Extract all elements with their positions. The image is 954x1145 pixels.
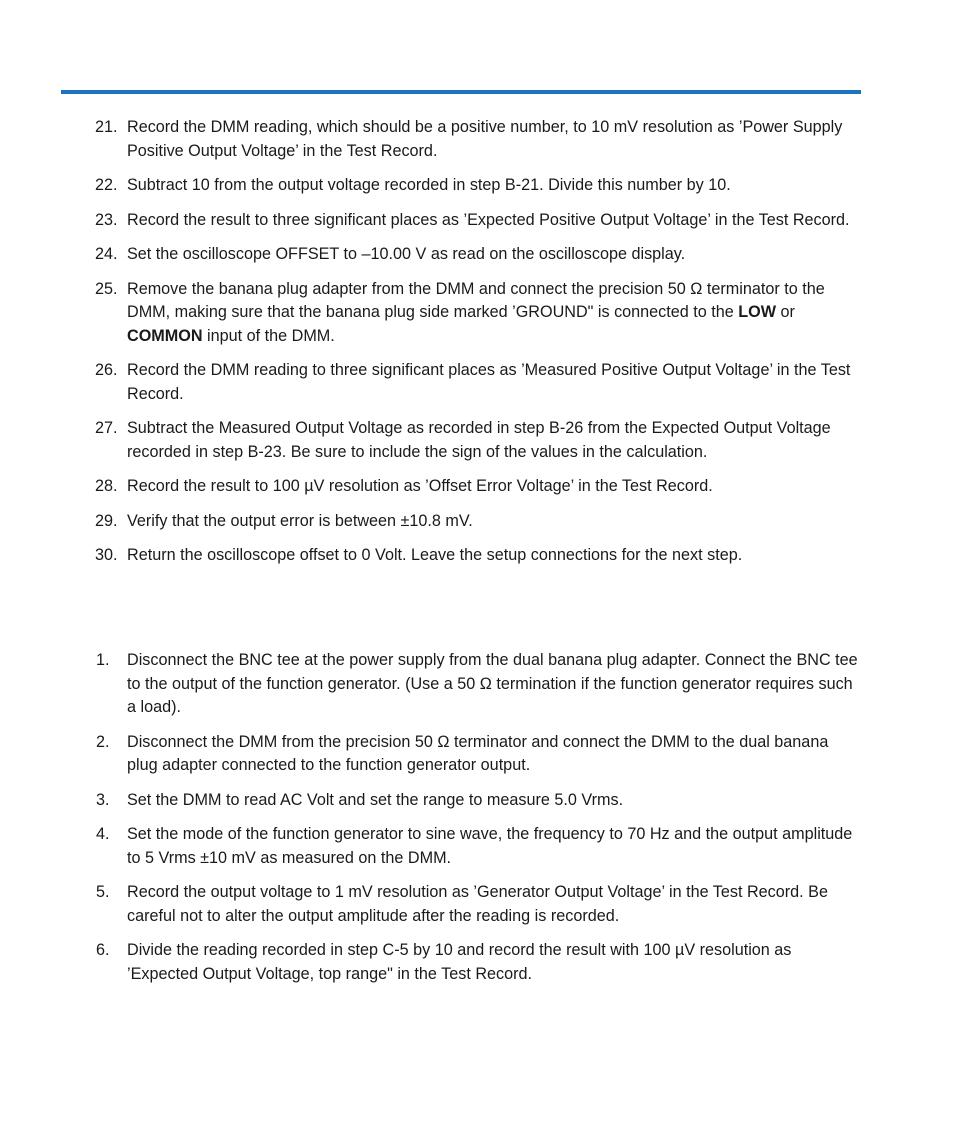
step-text: Record the result to three significant places as ’Expected Positive Output Voltage’ in the Test Record.: [127, 210, 850, 229]
bold-term-low: LOW: [738, 303, 777, 321]
step-number: 4.: [96, 825, 110, 843]
step-text: Disconnect the DMM from the precision 50 Ω terminator and connect the DMM to the dual banana plug adapter connected to the function generator output.: [127, 732, 829, 774]
step-text: Return the oscilloscope offset to 0 Volt. Leave the setup connections for the next step.: [127, 546, 743, 564]
step-text: Subtract the Measured Output Voltage as recorded in step B-26 from the Expected Output Voltage recorded in step B-23. Be sure to include the sign of the values in the calculation.: [127, 419, 831, 461]
step-c-4: [0, 823, 862, 870]
step-c-3: [0, 789, 862, 813]
step-text-part: input of the DMM.: [202, 326, 335, 345]
step-text: Set the mode of the function generator to sine wave, the frequency to 70 Hz and the output amplitude to 5 Vrms ±10 mV as measured on the DMM.: [127, 825, 853, 867]
step-c-1: [0, 649, 862, 720]
step-b-29: [0, 510, 862, 534]
step-b-25: [0, 278, 862, 349]
step-text: Record the output voltage to 1 mV resolution as ’Generator Output Voltage’ in the Test Record. Be careful not to alter the output amplitude after the reading is recorded.: [127, 883, 828, 925]
step-b-30: [0, 544, 862, 568]
step-text: [127, 280, 825, 345]
bold-term-common: COMMON: [127, 326, 203, 345]
step-number: 6.: [96, 941, 110, 959]
step-number: 29.: [95, 511, 118, 530]
step-text: Set the DMM to read AC Volt and set the range to measure 5.0 Vrms.: [127, 790, 624, 809]
step-text: Divide the reading recorded in step C-5 by 10 and record the result with 100 µV resolution as ’Expected Output Voltage, top range" in the Test Record.: [127, 941, 792, 983]
step-text-part: Remove the banana plug adapter from the DMM and connect the precision 50 Ω terminator to the DMM, making sure that the banana plug side marked ’GROUND" is connected to the: [127, 279, 825, 321]
step-text: Record the DMM reading to three significant places as ’Measured Positive Output Voltage’ in the Test Record.: [127, 361, 851, 403]
step-text: Disconnect the BNC tee at the power supply from the dual banana plug adapter. Connect the BNC tee to the output of the function generator. (Use a 50 Ω termination if the function generator requires such a load).: [127, 651, 858, 716]
procedure-steps-c: [0, 649, 954, 997]
step-b-26: [0, 359, 862, 406]
step-b-28: [0, 475, 862, 499]
step-b-22: [0, 174, 862, 198]
step-number: 25.: [95, 279, 118, 298]
step-text: Verify that the output error is between ±10.8 mV.: [127, 511, 473, 530]
procedure-steps-b: [0, 116, 954, 579]
step-b-21: [0, 116, 862, 163]
step-number: 26.: [95, 361, 118, 379]
step-text: Set the oscilloscope OFFSET to –10.00 V as read on the oscilloscope display.: [127, 245, 686, 263]
step-number: 3.: [96, 790, 110, 809]
step-number: 23.: [95, 210, 118, 229]
step-number: 30.: [95, 546, 118, 564]
step-b-24: [0, 243, 862, 267]
step-number: 5.: [96, 883, 110, 901]
step-number: 22.: [95, 176, 118, 194]
step-b-27: [0, 417, 862, 464]
step-number: 2.: [96, 732, 110, 751]
step-text: Subtract 10 from the output voltage recorded in step B-21. Divide this number by 10.: [127, 176, 731, 194]
step-c-2: [0, 731, 862, 778]
step-text: Record the DMM reading, which should be a positive number, to 10 mV resolution as ’Power Supply Positive Output Voltage’ in the Test Record.: [127, 118, 843, 160]
step-c-5: [0, 881, 862, 928]
step-c-6: [0, 939, 862, 986]
step-number: 21.: [95, 118, 118, 136]
step-text-part: or: [776, 303, 795, 321]
step-number: 24.: [95, 245, 118, 263]
step-b-23: [0, 209, 862, 233]
step-number: 28.: [95, 477, 118, 495]
step-number: 1.: [96, 651, 110, 669]
step-text: Record the result to 100 µV resolution as ’Offset Error Voltage’ in the Test Record.: [127, 477, 713, 495]
header-rule: [61, 90, 861, 94]
step-number: 27.: [95, 419, 118, 437]
